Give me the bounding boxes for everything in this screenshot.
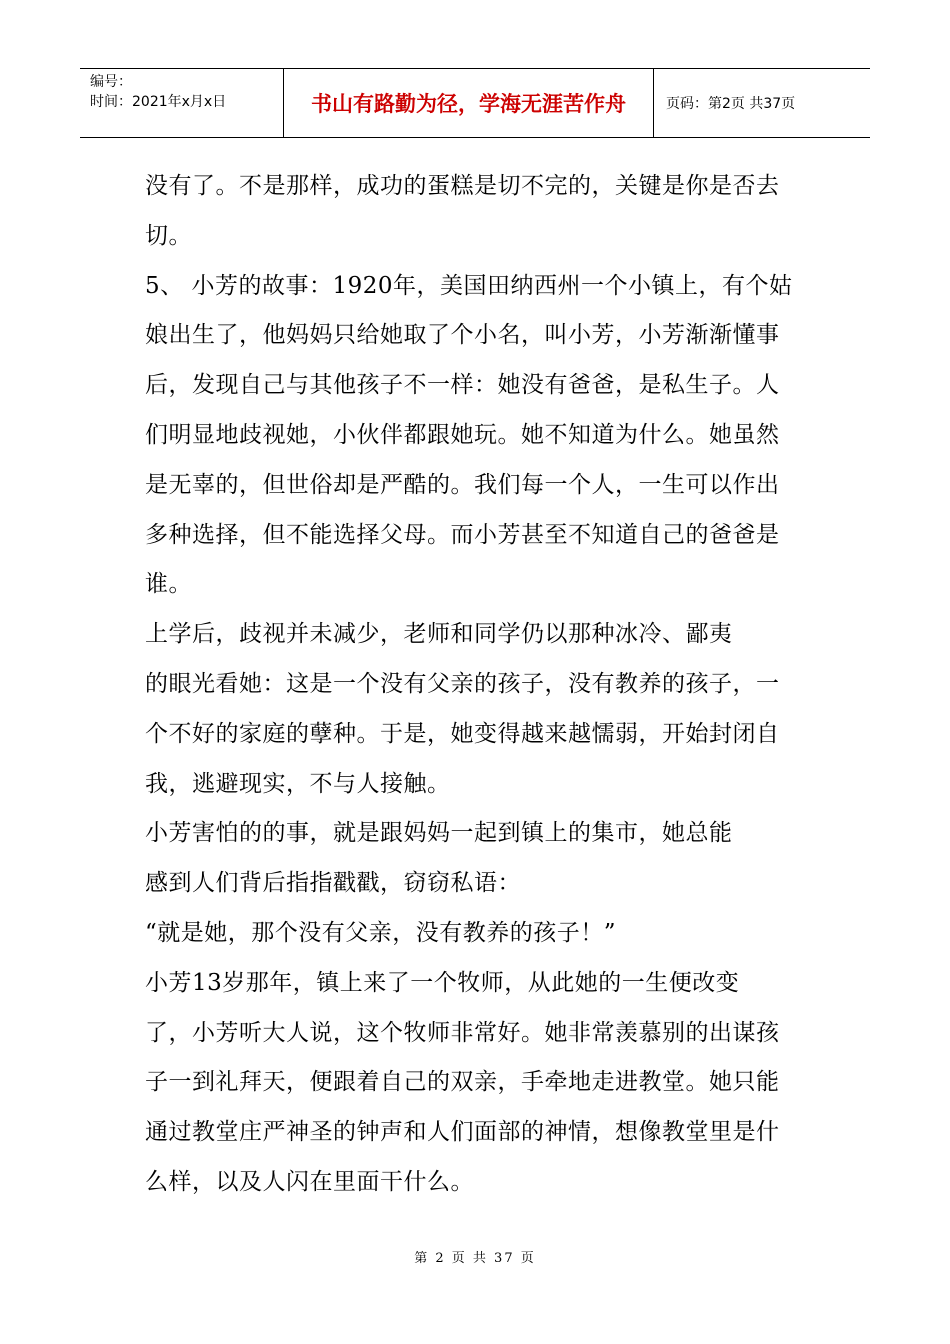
text-line: 5、 小芳的故事：1920年，美国田纳西州一个小镇上，有个姑	[145, 272, 793, 299]
text-line: 是无辜的，但世俗却是严酷的。我们每一个人，一生可以作出	[145, 471, 780, 498]
text-line: 多种选择，但不能选择父母。而小芳甚至不知道自己的爸爸是	[145, 521, 780, 548]
text-line: 们明显地歧视她，小伙伴都跟她玩。她不知道为什么。她虽然	[145, 421, 780, 448]
text-line: “就是她，那个没有父亲，没有教养的孩子！”	[145, 919, 617, 946]
text-line: 小芳13岁那年，镇上来了一个牧师，从此她的一生便改变	[145, 969, 740, 996]
text-line: 切。	[145, 222, 192, 249]
page-header	[80, 68, 870, 138]
text-line: 感到人们背后指指戳戳，窃窃私语：	[145, 870, 521, 897]
text-line: 个不好的家庭的孽种。于是，她变得越来越懦弱，开始封闭自	[145, 720, 780, 747]
text-line: 小芳害怕的的事，就是跟妈妈一起到镇上的集市，她总能	[145, 820, 733, 847]
number-label: 编号：	[90, 74, 132, 90]
text-line: 娘出生了，他妈妈只给她取了个小名，叫小芳，小芳渐渐懂事	[145, 322, 780, 349]
header-meta	[80, 69, 283, 137]
date-label: 时间：2021年x月x日	[90, 94, 227, 110]
document-body	[145, 162, 805, 1208]
page-footer: 第 2 页 共 37 页	[414, 1251, 536, 1266]
text-line: 了，小芳听大人说，这个牧师非常好。她非常羡慕别的出谋孩	[145, 1019, 780, 1046]
text-line: 的眼光看她：这是一个没有父亲的孩子，没有教养的孩子，一	[145, 670, 780, 697]
header-divider	[653, 69, 654, 137]
text-line: 谁。	[145, 571, 192, 598]
text-line: 么样，以及人闪在里面干什么。	[145, 1168, 474, 1195]
header-motto: 书山有路勤为径，学海无涯苦作舟	[311, 92, 626, 116]
header-page-info: 页码：第2页 共37页	[666, 96, 796, 112]
text-line: 通过教堂庄严神圣的钟声和人们面部的神情，想像教堂里是什	[145, 1119, 780, 1146]
text-line: 没有了。不是那样，成功的蛋糕是切不完的，关键是你是否去	[145, 173, 780, 199]
text-line: 我，逃避现实，不与人接触。	[145, 770, 451, 797]
text-line: 后，发现自己与其他孩子不一样：她没有爸爸，是私生子。人	[145, 372, 780, 399]
text-line: 上学后，歧视并未减少，老师和同学仍以那种冰冷、鄙夷	[145, 621, 733, 648]
text-line: 子一到礼拜天，便跟着自己的双亲，手牵地走进教堂。她只能	[145, 1069, 780, 1096]
